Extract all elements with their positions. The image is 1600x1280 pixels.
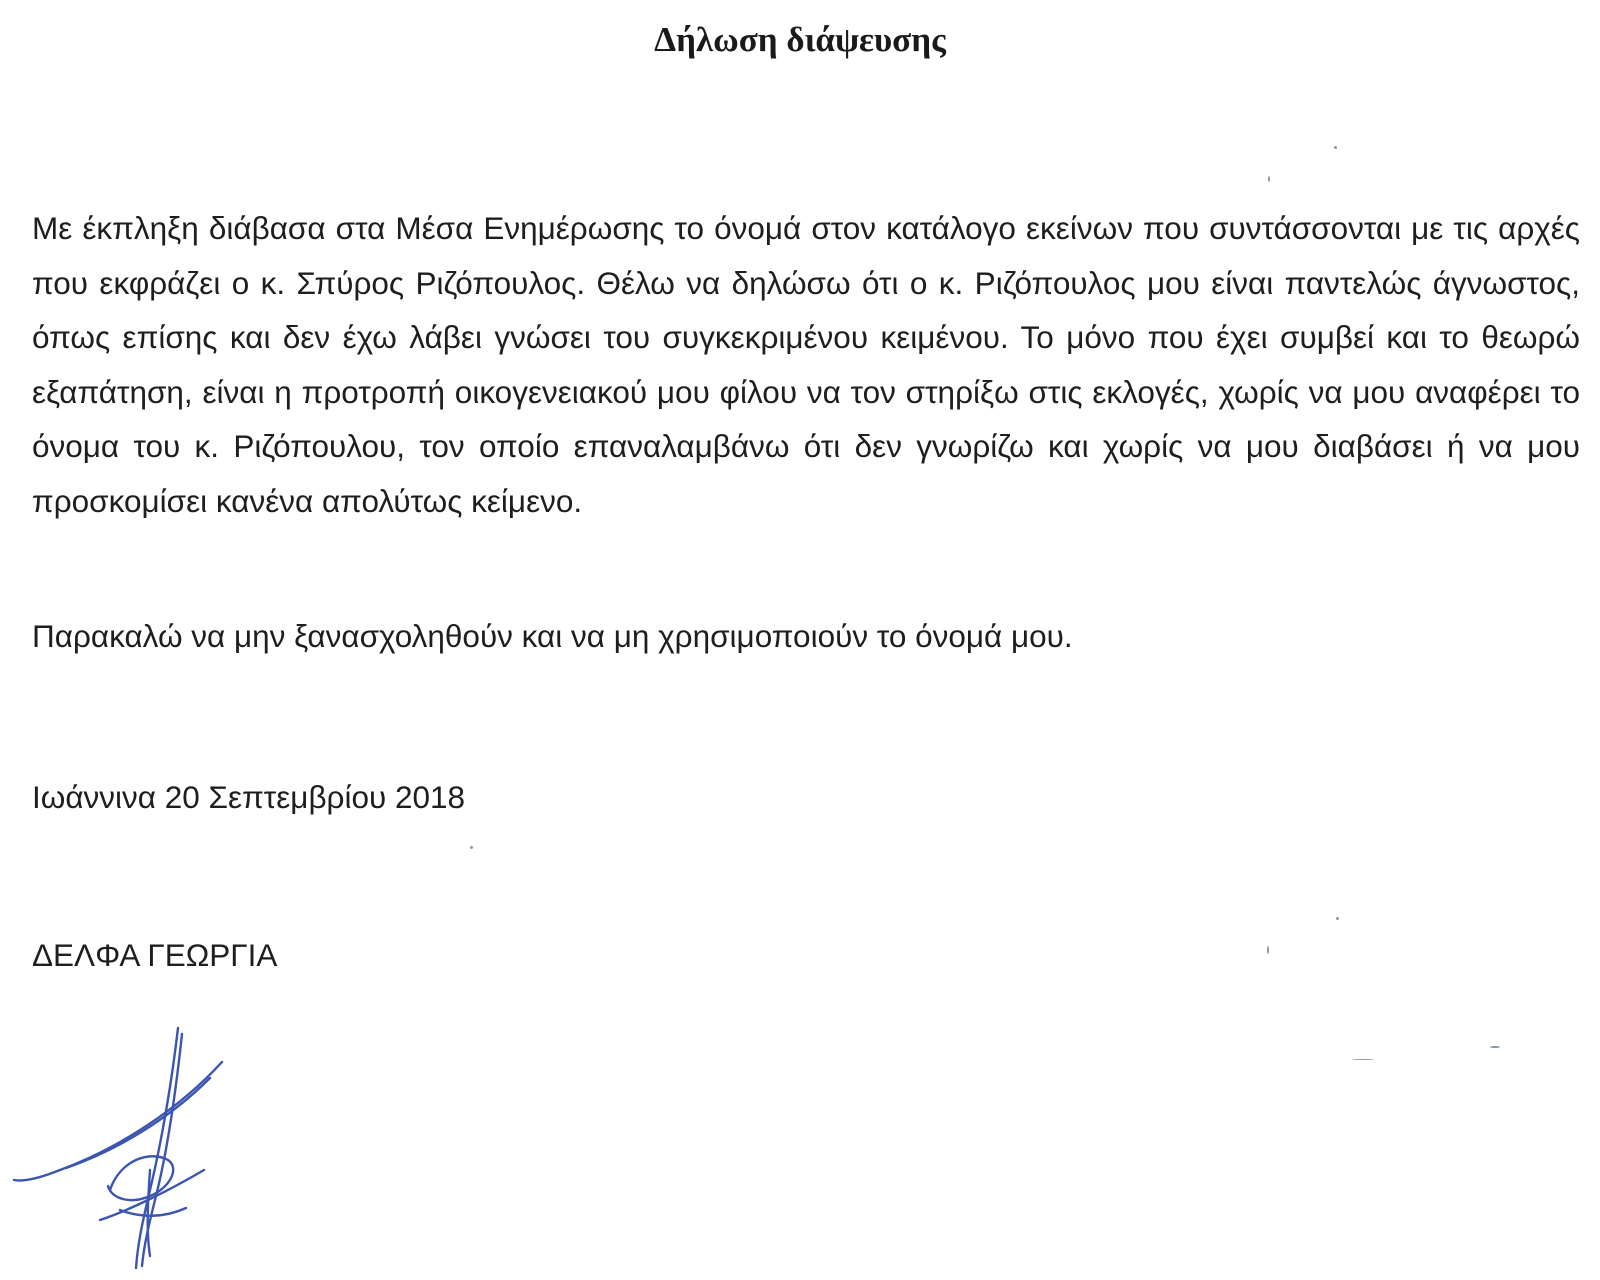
scan-speck: [1267, 946, 1269, 954]
scan-speck: [1334, 146, 1337, 149]
document-title: Δήλωση διάψευσης: [654, 20, 946, 59]
handwritten-signature: [0, 1020, 260, 1280]
scan-speck: [1490, 1046, 1500, 1048]
place-and-date: Ιωάννινα 20 Σεπτεμβρίου 2018: [32, 779, 466, 815]
statement-paragraph: Με έκπληξη διάβασα στα Μέσα Ενημέρωσης το όνομά στον κατάλογο εκείνων που συντάσσονται με τις αρχές που εκφράζει ο κ. Σπύρος Ριζόπουλος. Θέλω να δηλώσω ότι ο κ. Ριζόπουλος μου είναι παντελώς άγνωστος, όπως επίσης και δεν έχω λάβει γνώσει του συγκεκριμένου κειμένου. Το μόνο που έχει συμβεί και το θεωρώ εξαπάτηση, είναι η προτροπή οικογενειακού μου φίλου να τον στηρίξω στις εκλογές, χωρίς να μου αναφέρει το όνομα του κ. Ριζόπουλου, τον οποίο επαναλαμβάνω ότι δεν γνωρίζω και χωρίς να μου διαβάσει ή να μου προσκομίσει κανένα απολύτως κείμενο.: [32, 210, 1580, 519]
signatory-name: ΔΕΛΦΑ ΓΕΩΡΓΙΑ: [32, 937, 278, 973]
scan-speck: [1336, 917, 1339, 920]
scan-speck: [1352, 1059, 1374, 1060]
scan-speck: [1268, 176, 1270, 182]
request-paragraph: Παρακαλώ να μην ξανασχοληθούν και να μη χρησιμοποιούν το όνομά μου.: [32, 618, 1073, 654]
scan-speck: [470, 846, 473, 849]
